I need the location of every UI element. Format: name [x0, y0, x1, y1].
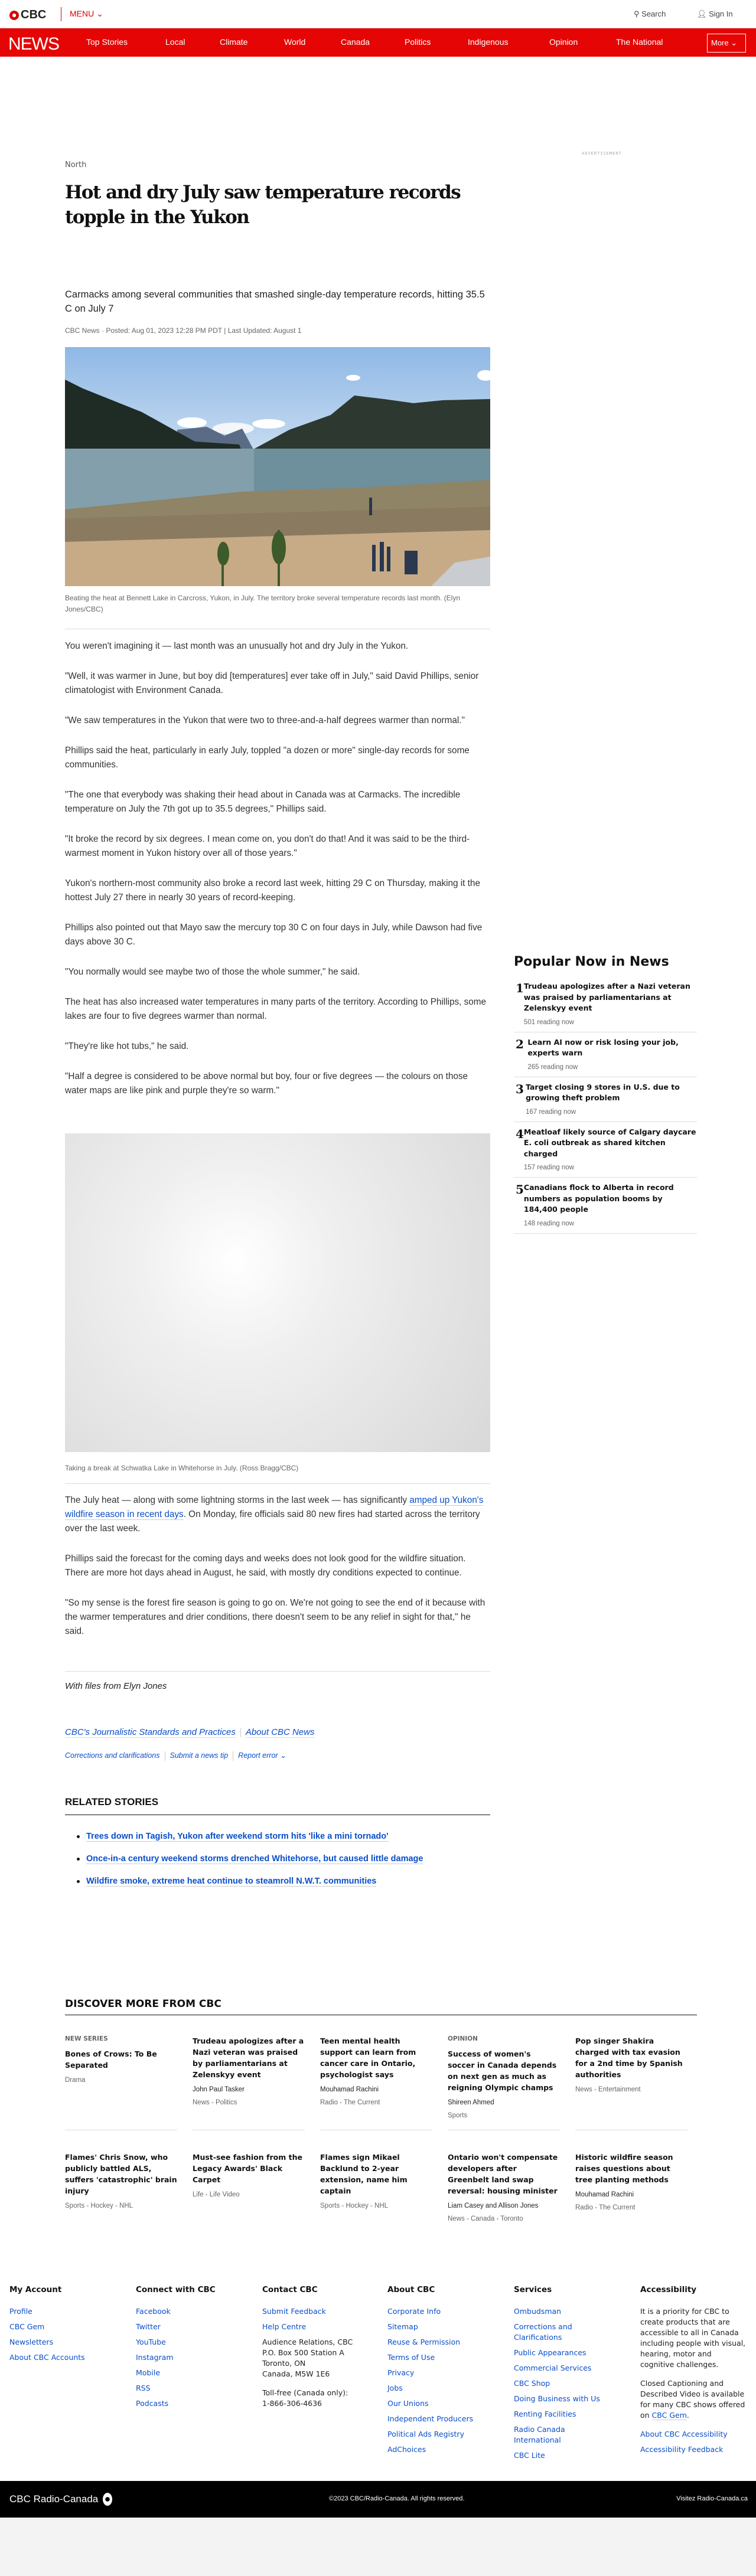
footer-link[interactable]: Terms of Use	[387, 2353, 435, 2362]
footer-my-account	[9, 2285, 128, 2368]
card-label: NEW SERIES	[65, 2035, 108, 2042]
chevron-down-icon: ⌄	[731, 38, 738, 47]
footer-link[interactable]: Public Appearances	[514, 2348, 586, 2357]
popular-now-sidebar	[514, 954, 697, 1234]
photo-caption: Taking a break at Schwatka Lake in Whitehorse in July. (Ross Bragg/CBC)	[65, 1464, 299, 1472]
footer-link[interactable]: Instagram	[136, 2353, 174, 2362]
footer-heading: My Account	[9, 2285, 62, 2294]
sign-in-button[interactable]	[697, 9, 733, 19]
rank: 1	[516, 981, 524, 995]
popular-item[interactable]	[514, 976, 697, 1032]
paragraph: "Half a degree is considered to be above normal but boy, four or five degrees — the colours on those water maps are like pink and purple they're so warm."	[65, 1071, 468, 1096]
card-title[interactable]: Ontario won't compensate developers after Greenbelt land swap reversal: housing minister	[448, 2153, 558, 2195]
reading-count: 501 reading now	[523, 1018, 574, 1026]
paragraph: Phillips said the forecast for the coming days and weeks does not look good for the wildfire situation. There are more hot days ahead in August, he said, with mostly dry conditions expected to continue.	[65, 1554, 466, 1578]
report-error-button[interactable]: Report error	[238, 1751, 278, 1760]
card-title[interactable]: Must-see fashion from the Legacy Awards' Black Carpet	[193, 2153, 302, 2184]
copyright: ©2023 CBC/Radio-Canada. All rights reserved.	[329, 2495, 465, 2502]
related-story[interactable]	[65, 1825, 490, 1848]
footer-link[interactable]: Independent Producers	[387, 2414, 474, 2423]
footer-link[interactable]: Doing Business with Us	[514, 2394, 600, 2403]
footer-link[interactable]: Radio Canada International	[514, 2425, 565, 2444]
footer-accessibility	[640, 2285, 747, 2460]
divider	[240, 1728, 241, 1737]
cbc-gem-link[interactable]: CBC Gem	[651, 2411, 687, 2420]
footer-link[interactable]: About CBC Accounts	[9, 2353, 85, 2362]
more-label: More	[711, 38, 729, 47]
nav-top-stories[interactable]: Top Stories	[86, 37, 128, 47]
popular-title-link[interactable]: Trudeau apologizes after a Nazi veteran was praised by parliamentarians at Zelenskyy event	[523, 982, 690, 1012]
footer-heading: About CBC	[387, 2285, 435, 2294]
about-cbc-news-link[interactable]: About CBC News	[245, 1727, 315, 1737]
card-section: News - Canada - Toronto	[448, 2215, 523, 2222]
footer-link[interactable]: Commercial Services	[514, 2363, 592, 2372]
paragraph: Phillips said the heat, particularly in early July, toppled "a dozen or more" single-day records for some communities.	[65, 746, 470, 770]
discover-card[interactable]	[320, 2152, 432, 2209]
reading-count: 265 reading now	[527, 1063, 578, 1071]
news-nav	[0, 28, 756, 57]
card-title[interactable]: Success of women's soccer in Canada depends on next gen as much as reigning Olympic champs	[448, 2049, 557, 2092]
discover-card[interactable]	[193, 2152, 305, 2198]
logo-text: CBC Radio-Canada	[9, 2493, 99, 2505]
article-tools	[65, 1751, 286, 1761]
deck: Carmacks among several communities that smashed single-day temperature records, hitting 35.5 C on July 7	[65, 289, 485, 314]
discover-card[interactable]	[193, 2035, 305, 2106]
footer-heading: Connect with CBC	[136, 2285, 216, 2294]
card-title[interactable]: Flames sign Mikael Backlund to 2-year extension, name him captain	[320, 2153, 408, 2195]
chevron-down-icon: ⌄	[280, 1751, 286, 1760]
footer-link[interactable]: AdChoices	[387, 2445, 426, 2454]
article-body-continued	[65, 1493, 490, 1655]
footer-link[interactable]: CBC Shop	[514, 2379, 550, 2388]
card-title[interactable]: Historic wildfire season raises questions about tree planting methods	[575, 2153, 673, 2184]
toll-free-label: Toll-free (Canada only):	[262, 2388, 348, 2397]
related-story[interactable]	[65, 1870, 490, 1892]
footer-link[interactable]: Corrections and Clarifications	[514, 2322, 572, 2342]
divider	[65, 1671, 490, 1672]
popular-title-link[interactable]: Canadians flock to Alberta in record numbers as population booms by 184,400 people	[523, 1183, 674, 1214]
paragraph: "So my sense is the forest fire season is going to go on. We're not going to see the end of it because with the warmer temperatures and drier conditions, there doesn't seem to be any relief in sight for that," he said.	[65, 1598, 485, 1636]
text: The July heat — along with some lightning storms in the last week — has significantly	[65, 1495, 410, 1505]
footer-heading: Contact CBC	[262, 2285, 318, 2294]
cbc-gem-icon	[9, 11, 19, 20]
phone-number: 1-866-306-4636	[262, 2399, 322, 2408]
popular-item[interactable]	[514, 1077, 697, 1122]
nav-canada[interactable]: Canada	[341, 37, 370, 47]
related-stories-title: RELATED STORIES	[65, 1796, 159, 1807]
standards-links	[65, 1727, 315, 1737]
paragraph: "We saw temperatures in the Yukon that were two to three-and-a-half degrees warmer than normal."	[65, 715, 465, 725]
paragraph: "The one that everybody was shaking their head about in Canada was at Carmacks. The incredible temperature on July the 7th got up to 35.5 degrees," Phillips said.	[65, 790, 461, 814]
card-section: Radio - The Current	[320, 2099, 380, 2106]
footer-heading: Accessibility	[640, 2285, 697, 2294]
article-body	[65, 639, 490, 1114]
text: . On Monday, fire officials said 80 new fires had started across the territory over the last week.	[65, 1509, 480, 1534]
footer-link[interactable]: Facebook	[136, 2307, 171, 2316]
submit-tip-link[interactable]: Submit a news tip	[170, 1751, 229, 1760]
related-stories-list	[65, 1825, 490, 1892]
nav-climate[interactable]: Climate	[220, 37, 248, 47]
photo-caption: Beating the heat at Bennett Lake in Carcross, Yukon, in July. The territory broke several temperature records last month. (Elyn Jones/CBC)	[65, 594, 461, 613]
nav-the-national[interactable]: The National	[616, 37, 663, 47]
related-story-link[interactable]: Wildfire smoke, extreme heat continue to steamroll N.W.T. communities	[86, 1877, 377, 1886]
nav-opinion[interactable]: Opinion	[549, 37, 578, 47]
byline: CBC News · Posted: Aug 01, 2023 12:28 PM PDT | Last Updated: August 1	[65, 326, 302, 335]
search-button[interactable]	[634, 9, 666, 19]
card-author: Liam Casey and Allison Jones	[448, 2202, 539, 2209]
divider	[65, 1483, 490, 1484]
card-author: Mouhamad Rachini	[575, 2191, 634, 2198]
popular-title: Popular Now in News	[514, 954, 669, 969]
second-photo-placeholder[interactable]	[65, 1133, 490, 1452]
card-author: John Paul Tasker	[193, 2086, 245, 2093]
paragraph: "Well, it was warmer in June, but boy did [temperatures] ever take off in July," said David Phillips, senior climatologist with Environment Canada.	[65, 671, 479, 695]
search-label: Search	[641, 9, 666, 18]
more-button[interactable]	[707, 34, 746, 53]
card-section: Sports - Hockey - NHL	[65, 2202, 133, 2209]
card-title[interactable]: Flames' Chris Snow, who publicly battled ALS, suffers 'catastrophic' brain injury	[65, 2153, 177, 2195]
card-section: Sports - Hockey - NHL	[320, 2202, 389, 2209]
cbc-logo[interactable]	[9, 8, 46, 22]
paragraph: "They're like hot tubs," he said.	[65, 1041, 189, 1051]
rank: 3	[516, 1081, 524, 1096]
card-section: Drama	[65, 2077, 86, 2084]
card-author: Shireen Ahmed	[448, 2099, 494, 2106]
logo-text: CBC	[21, 8, 47, 21]
discover-card[interactable]	[65, 2035, 177, 2084]
footer-link[interactable]: Profile	[9, 2307, 32, 2316]
chevron-down-icon: ⌄	[96, 9, 103, 18]
accessibility-text: Closed Captioning and Described Video is available for many CBC shows offered on CBC Gem.	[640, 2379, 745, 2420]
footer-link[interactable]: CBC Gem	[9, 2322, 45, 2331]
lake-photo-illustration	[65, 347, 490, 586]
cbc-radio-canada-logo[interactable]	[9, 2493, 112, 2506]
card-author: Mouhamad Rachini	[320, 2086, 379, 2093]
rank: 2	[516, 1037, 524, 1051]
related-story-link[interactable]: Trees down in Tagish, Yukon after weekend storm hits 'like a mini tornado'	[86, 1832, 389, 1841]
address-line: Audience Relations, CBC	[262, 2338, 353, 2346]
paragraph: The heat has also increased water temperatures in many parts of the territory. According to Phillips, some lakes are four to five degrees warmer than normal.	[65, 997, 487, 1021]
paragraph: "You normally would see maybe two of those the whole summer," he said.	[65, 967, 360, 977]
wildfire-season-link[interactable]: amped up Yukon's wildfire season in recent days	[65, 1495, 484, 1519]
top-bar	[0, 0, 756, 28]
discover-card[interactable]	[320, 2035, 432, 2106]
toll-free	[262, 2388, 369, 2409]
corrections-link[interactable]: Corrections and clarifications	[65, 1751, 160, 1760]
related-story[interactable]	[65, 1848, 490, 1870]
popular-item[interactable]	[514, 1178, 697, 1234]
news-brand[interactable]: NEWS	[8, 34, 59, 54]
reading-count: 148 reading now	[523, 1220, 574, 1227]
footer-link[interactable]: Privacy	[387, 2368, 415, 2377]
reading-count: 157 reading now	[523, 1164, 574, 1171]
category-link[interactable]: North	[65, 161, 87, 169]
related-story-link[interactable]: Once-in-a century weekend storms drenched Whitehorse, but caused little damage	[86, 1854, 423, 1864]
card-section: Life - Life Video	[193, 2191, 240, 2198]
card-section: News - Politics	[193, 2099, 237, 2106]
card-title[interactable]: Trudeau apologizes after a Nazi veteran was praised by parliamentarians at Zelenskyy event	[193, 2036, 304, 2079]
footer-link[interactable]: Newsletters	[9, 2338, 54, 2346]
nav-world[interactable]: World	[284, 37, 306, 47]
footer-about	[387, 2285, 506, 2460]
footer-link[interactable]: Help Centre	[262, 2322, 307, 2331]
paragraph: Phillips also pointed out that Mayo saw the mercury top 30 C on four days in July, while Dawson had five days above 30 C.	[65, 923, 483, 947]
nav-indigenous[interactable]: Indigenous	[468, 37, 509, 47]
footer-link[interactable]: RSS	[136, 2384, 151, 2392]
footer-link[interactable]: YouTube	[136, 2338, 166, 2346]
footer-services	[514, 2285, 608, 2466]
footer-link[interactable]: Podcasts	[136, 2399, 169, 2408]
footer-link[interactable]: Renting Facilities	[514, 2410, 576, 2418]
card-section: News - Entertainment	[575, 2086, 641, 2093]
menu-button[interactable]	[70, 9, 103, 19]
footer-link[interactable]: Twitter	[136, 2322, 161, 2331]
footer-link[interactable]: Submit Feedback	[262, 2307, 326, 2316]
paragraph: Yukon's northern-most community also broke a record last week, hitting 29 C on Thursday, making it the hottest July 27 there in nearly 30 years of record-keeping.	[65, 878, 480, 903]
search-icon: ⚲	[634, 9, 640, 18]
text: Closed Captioning and Described Video is available for many CBC shows offered on	[640, 2379, 745, 2420]
address-line: Canada, M5W 1E6	[262, 2369, 330, 2378]
footer-contact	[262, 2285, 369, 2417]
footer-link[interactable]: Our Unions	[387, 2399, 429, 2408]
advertisement-label: ADVERTISEMENT	[582, 151, 622, 156]
footer-link[interactable]: Ombudsman	[514, 2307, 562, 2316]
footer-link[interactable]: Reuse & Permission	[387, 2338, 461, 2346]
card-title[interactable]: Bones of Crows: To Be Separated	[65, 2049, 157, 2070]
address-line: P.O. Box 500 Station A	[262, 2348, 344, 2357]
footer-link[interactable]: About CBC Accessibility	[640, 2430, 728, 2438]
card-title[interactable]: Teen mental health support can learn from cancer care in Ontario, psychologist says	[320, 2036, 416, 2079]
discover-card[interactable]	[65, 2152, 177, 2209]
rank: 4	[516, 1126, 524, 1141]
popular-title-link[interactable]: Learn AI now or risk losing your job, experts warn	[527, 1037, 679, 1057]
card-label: OPINION	[448, 2035, 478, 2042]
bottom-bar	[0, 2481, 756, 2518]
card-section: Sports	[448, 2112, 468, 2119]
footer-link[interactable]: Corporate Info	[387, 2307, 441, 2316]
card-section: Radio - The Current	[575, 2204, 636, 2211]
footer-link[interactable]: Accessibility Feedback	[640, 2445, 724, 2454]
footer-link[interactable]: Political Ads Registry	[387, 2430, 464, 2438]
card-title[interactable]: Pop singer Shakira charged with tax evasion for a 2nd time by Spanish authorities	[575, 2036, 683, 2079]
footer-link[interactable]: Mobile	[136, 2368, 161, 2377]
address-line: Toronto, ON	[262, 2359, 306, 2368]
paragraph	[65, 1493, 490, 1536]
lead-photo[interactable]	[65, 347, 490, 586]
footer-link[interactable]: Sitemap	[387, 2322, 418, 2331]
paragraph: You weren't imagining it — last month was an unusually hot and dry July in the Yukon.	[65, 641, 409, 651]
discover-card[interactable]	[448, 2152, 560, 2222]
credit-line: With files from Elyn Jones	[65, 1681, 167, 1691]
nav-politics[interactable]: Politics	[405, 37, 431, 47]
footer-heading: Services	[514, 2285, 552, 2294]
page-bottom	[0, 2518, 756, 2576]
reading-count: 167 reading now	[526, 1108, 576, 1116]
standards-link[interactable]: CBC's Journalistic Standards and Practices	[65, 1727, 236, 1737]
footer-link[interactable]: CBC Lite	[514, 2451, 545, 2460]
discover-card[interactable]	[575, 2152, 687, 2211]
nav-local[interactable]: Local	[165, 37, 185, 47]
discover-card[interactable]	[448, 2035, 560, 2119]
popular-title-link[interactable]: Target closing 9 stores in U.S. due to growing theft problem	[526, 1082, 680, 1102]
discover-title: DISCOVER MORE FROM CBC	[65, 1998, 221, 2010]
address	[262, 2337, 369, 2379]
cbc-gem-icon	[103, 2493, 112, 2506]
headline: Hot and dry July saw temperature records topple in the Yukon	[65, 182, 461, 228]
popular-item[interactable]	[514, 1122, 697, 1178]
footer-link[interactable]: Jobs	[387, 2384, 403, 2392]
radio-canada-link[interactable]: Visitez Radio-Canada.ca	[676, 2495, 748, 2502]
rank: 5	[516, 1182, 524, 1197]
user-icon: 👤︎	[697, 9, 707, 18]
menu-label: MENU	[70, 9, 94, 18]
popular-title-link[interactable]: Meatloaf likely source of Calgary daycare E. coli outbreak as shared kitchen charged	[523, 1127, 696, 1158]
discover-card[interactable]	[575, 2035, 687, 2093]
sign-in-label: Sign In	[709, 9, 733, 18]
paragraph: "It broke the record by six degrees. I mean come on, you don't do that! And it was said to be the third-warmest moment in Yukon history over all of those years."	[65, 834, 470, 858]
accessibility-text: It is a priority for CBC to create products that are accessible to all in Canada including people with visual, hearing, motor and cognitive challenges.	[640, 2307, 746, 2369]
popular-item[interactable]	[514, 1032, 697, 1077]
footer-connect	[136, 2285, 254, 2414]
